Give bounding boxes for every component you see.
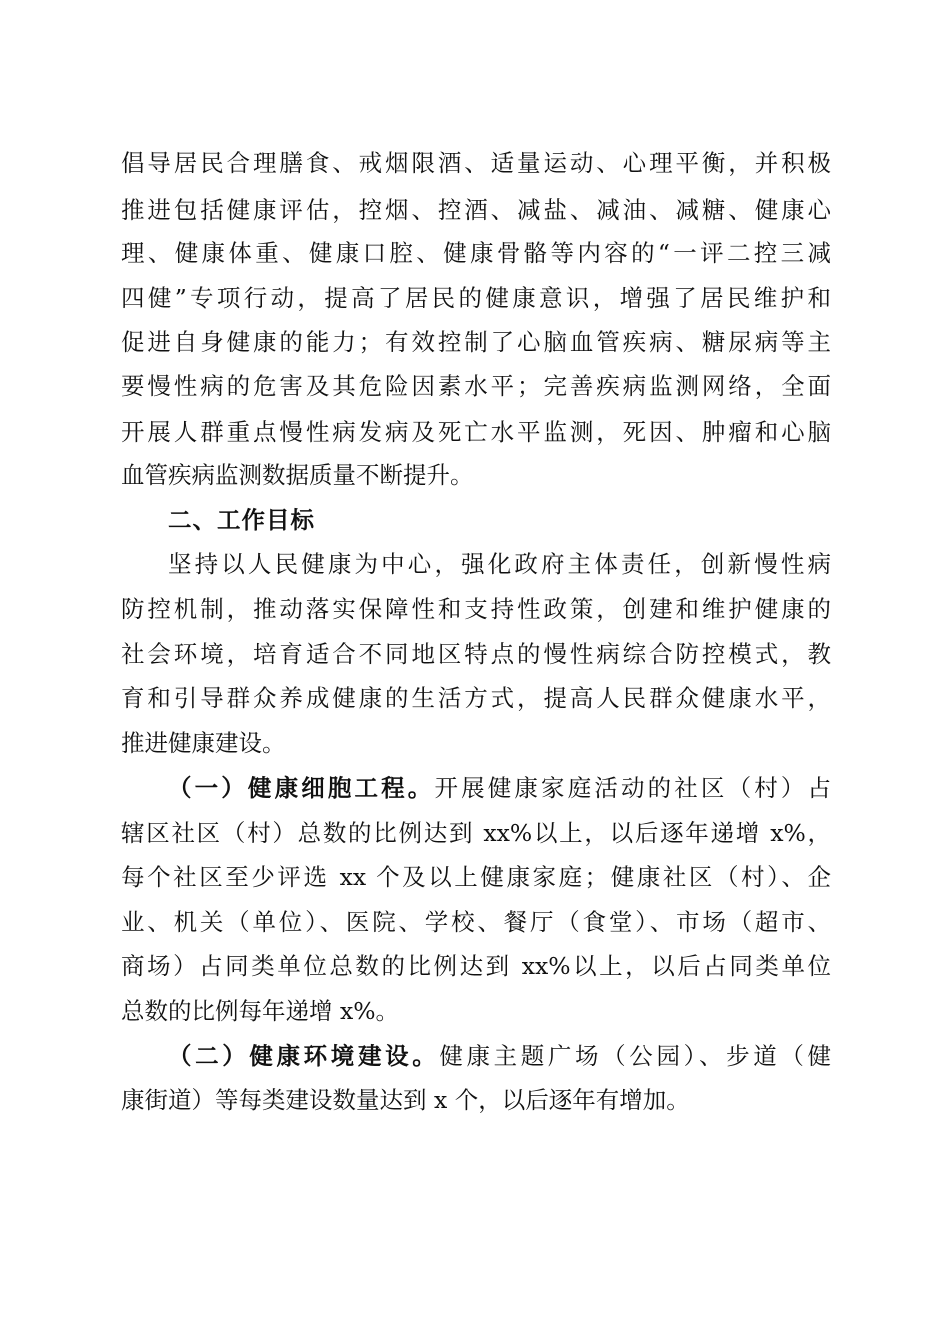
text-line: 要慢性病的危害及其危险因素水平；完善疾病监测网络，全面 — [121, 372, 831, 400]
text-line: 开展人群重点慢性病发病及死亡水平监测，死因、肿瘤和心脑 — [121, 418, 831, 446]
text-line: 社会环境，培育适合不同地区特点的慢性病综合防控模式，教 — [121, 640, 831, 668]
item-title: （二）健康环境建设。 — [168, 1042, 440, 1070]
text-line: 辖区社区（村）总数的比例达到 xx%以上，以后逐年递增 x%， — [121, 819, 831, 847]
item-text: 健康主题广场（公园）、步道（健 — [439, 1042, 832, 1070]
text-line: 血管疾病监测数据质量不断提升。 — [121, 461, 474, 489]
text-line: 四健”专项行动，提高了居民的健康意识，增强了居民维护和 — [121, 284, 831, 312]
text-line — [168, 1036, 831, 1076]
text-line: 每个社区至少评选 xx 个及以上健康家庭；健康社区（村）、企 — [121, 863, 831, 891]
item-title: （一）健康细胞工程。 — [168, 774, 435, 802]
item-text: 开展健康家庭活动的社区（村）占 — [434, 774, 832, 802]
text-line: 倡导居民合理膳食、戒烟限酒、适量运动、心理平衡，并积极 — [121, 149, 831, 177]
text-line: 推进健康建设。 — [121, 729, 286, 757]
text-line: 防控机制，推动落实保障性和支持性政策，创建和维护健康的 — [121, 595, 831, 623]
section-heading: 二、工作目标 — [168, 506, 315, 534]
text-line: 育和引导群众养成健康的生活方式，提高人民群众健康水平， — [121, 684, 831, 712]
text-line: 坚持以人民健康为中心，强化政府主体责任，创新慢性病 — [168, 550, 831, 578]
text-line: 商场）占同类单位总数的比例达到 xx%以上，以后占同类单位 — [121, 952, 831, 980]
text-line: 总数的比例每年递增 x%。 — [121, 997, 400, 1025]
text-line: 理、健康体重、健康口腔、健康骨骼等内容的“一评二控三减 — [121, 239, 831, 267]
text-line: 康街道）等每类建设数量达到 x 个，以后逐年有增加。 — [121, 1086, 690, 1114]
text-line: 推进包括健康评估，控烟、控酒、减盐、减油、减糖、健康心 — [121, 196, 831, 224]
text-line: 业、机关（单位）、医院、学校、餐厅（食堂）、市场（超市、 — [121, 908, 831, 936]
text-line — [168, 768, 831, 808]
text-line: 促进自身健康的能力；有效控制了心脑血管疾病、糖尿病等主 — [121, 328, 831, 356]
